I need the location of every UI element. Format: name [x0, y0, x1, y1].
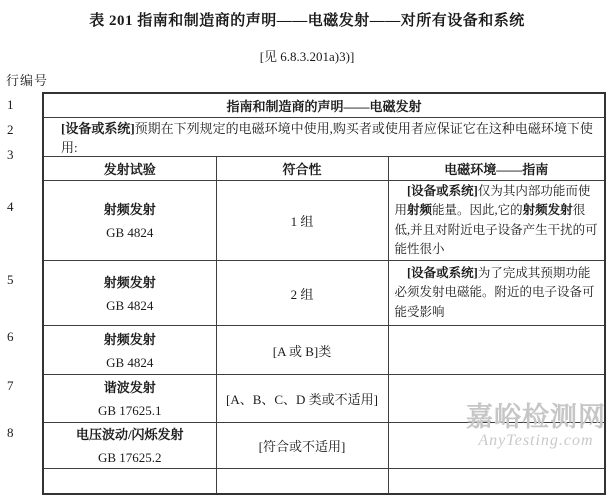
- row-number-5: 5: [7, 272, 14, 287]
- table-row: [43, 261, 605, 326]
- table-row: [43, 375, 605, 423]
- table-row: [43, 326, 605, 375]
- test-name: 射频发射: [103, 331, 156, 347]
- empty-cell: [388, 469, 605, 495]
- guidance-cell: [设备或系统]为了完成其预期功能必须发射电磁能。附近的电子设备可能受影响: [388, 261, 605, 326]
- test-cell: [43, 261, 216, 326]
- test-name: 电压波动/闪烁发射: [75, 427, 184, 442]
- test-standard: GB 17625.1: [97, 403, 162, 418]
- test-name: 射频发射: [103, 202, 156, 217]
- compliance-cell: 2 组: [216, 261, 388, 326]
- test-standard: GB 17625.2: [97, 450, 162, 465]
- row-number-4: 4: [7, 199, 14, 214]
- table-row: [43, 181, 605, 261]
- test-cell: [43, 375, 216, 423]
- guidance-cell: [388, 326, 605, 375]
- empty-cell: [43, 469, 216, 495]
- compliance-cell: 1 组: [216, 181, 388, 261]
- guidance-cell: [设备或系统]仅为其内部功能而使用射频能量。因此,它的射频发射很低,并且对附近电子设备产生干扰的可能性很小: [388, 181, 605, 261]
- watermark-domain-text: AnyTesting.com: [478, 432, 594, 449]
- guidance-cell: [388, 375, 605, 423]
- table-reference: [见 6.8.3.201a)3)]: [259, 49, 355, 64]
- column-header-compliance: 符合性: [216, 157, 388, 181]
- test-name: 谐波发射: [103, 380, 156, 395]
- test-name: 射频发射: [103, 274, 156, 290]
- test-standard: GB 4824: [106, 297, 154, 313]
- emissions-declaration-table: [42, 92, 606, 495]
- row-number-8: 8: [7, 425, 14, 440]
- row-number-3: 3: [7, 147, 14, 162]
- table-row-clipped: [43, 469, 605, 495]
- row-number-1: 1: [7, 97, 14, 112]
- row-number-column-header: 行编号: [6, 73, 49, 88]
- test-standard: GB 4824: [106, 225, 154, 240]
- compliance-cell: [A、B、C、D 类或不适用]: [216, 375, 388, 423]
- watermark-chinese-text: 嘉峪检测网: [466, 402, 606, 432]
- compliance-cell: [A 或 B]类: [216, 326, 388, 375]
- electromagnetic-environment-statement-cell: [设备或系统]预期在下列规定的电磁环境中使用,购买者或使用者应保证它在这种电磁环境下使用:: [43, 118, 605, 157]
- row-number-2: 2: [7, 122, 14, 137]
- guidance-cell: [388, 423, 605, 469]
- test-cell: [43, 181, 216, 261]
- table-row: [43, 423, 605, 469]
- column-header-environment-guidance: 电磁环境——指南: [388, 157, 605, 181]
- row-number-6: 6: [7, 329, 14, 344]
- compliance-cell: [符合或不适用]: [216, 423, 388, 469]
- test-cell: [43, 326, 216, 375]
- test-cell: [43, 423, 216, 469]
- empty-cell: [216, 469, 388, 495]
- table-inner-title-cell: 指南和制造商的声明——电磁发射: [43, 93, 605, 118]
- test-standard: GB 4824: [106, 354, 154, 370]
- row-number-7: 7: [7, 378, 14, 393]
- table-caption: 表 201 指南和制造商的声明——电磁发射——对所有设备和系统: [89, 13, 525, 29]
- column-header-emission-test: 发射试验: [43, 157, 216, 181]
